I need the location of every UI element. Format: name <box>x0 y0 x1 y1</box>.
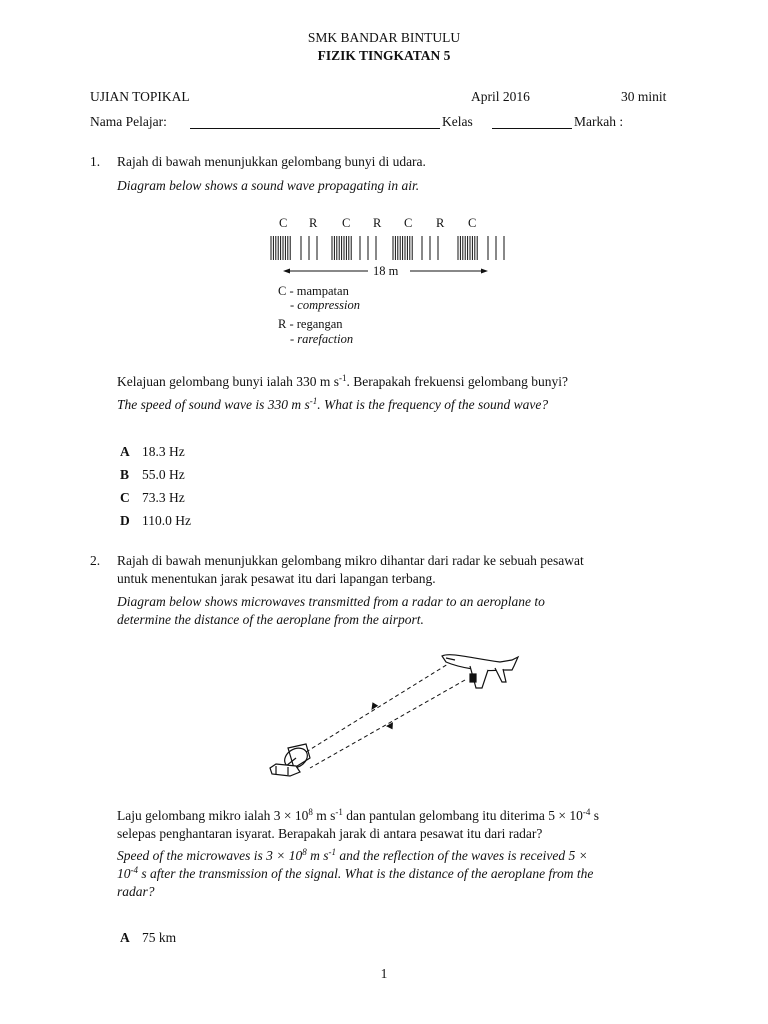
outgoing-beam <box>306 664 448 752</box>
q1-text-en: Diagram below shows a sound wave propagating in air. <box>117 178 420 193</box>
cr-label-compression: C <box>404 216 413 230</box>
q2-question-en-2: $10^{-4}$ s after the transmission of the signal. What is the distance of the aeroplane from the <box>117 865 594 881</box>
q1-option-d[interactable]: D 110.0 Hz <box>120 513 191 528</box>
legend-rarefaction-en: - rarefaction <box>290 332 354 346</box>
cr-label-compression: C <box>279 216 288 230</box>
q2-text-ms-1: Rajah di bawah menunjukkan gelombang mikro dihantar dari radar ke sebuah pesawat <box>117 553 584 568</box>
distance-label: 18 m <box>373 264 399 278</box>
cr-label-rarefaction: R <box>436 216 445 230</box>
page-number: 1 <box>380 966 388 981</box>
legend-compression-ms: C - mampatan <box>278 284 349 298</box>
q1-question-ms: Kelajuan gelombang bunyi ialah 330 m $s^{-1}$. Berapakah frekuensi gelombang bunyi? <box>117 373 569 389</box>
name-label: Nama Pelajar: <box>90 114 167 129</box>
q2-question-ms-1: Laju gelombang mikro ialah $3 \times 10^8$ m $s^{-1}$ dan pantulan gelombang itu diterima $5 \times 10^{-4}$ s <box>117 807 600 823</box>
reflected-beam <box>310 680 465 768</box>
test-duration: 30 minit <box>621 89 667 104</box>
class-label: Kelas <box>442 114 473 129</box>
marks-label: Markah : <box>574 114 624 129</box>
q1-question-en: The speed of sound wave is 330 m $s^{-1}$. What is the frequency of the sound wave? <box>117 396 549 412</box>
test-date: April 2016 <box>471 89 530 104</box>
q2-question-en-3: radar? <box>117 884 155 899</box>
legend-rarefaction-ms: R - regangan <box>278 317 343 331</box>
q2-text-en-2: determine the distance of the aeroplane from the airport. <box>117 612 424 627</box>
q2-text-en-1: Diagram below shows microwaves transmitted from a radar to an aeroplane to <box>117 594 545 609</box>
q1-text-ms: Rajah di bawah menunjukkan gelombang bunyi di udara. <box>117 154 426 169</box>
school-name: SMK BANDAR BINTULU <box>307 30 461 45</box>
radar-dish-icon <box>270 744 311 776</box>
legend-compression-en: - compression <box>290 298 361 312</box>
aeroplane-icon <box>442 655 518 688</box>
cr-label-compression: C <box>468 216 477 230</box>
test-title: UJIAN TOPIKAL <box>90 89 190 104</box>
subject-title: FIZIK TINGKATAN 5 <box>317 48 451 63</box>
cr-label-compression: C <box>342 216 351 230</box>
q2-question-en-1: Speed of the microwaves is $3 \times 10^8$ m $s^{-1}$ and the reflection of the waves is received 5 × <box>117 847 588 863</box>
radar-aeroplane-diagram <box>0 640 768 800</box>
q2-question-ms-2: selepas penghantaran isyarat. Berapakah jarak di antara pesawat itu dari radar? <box>117 826 543 841</box>
cr-label-rarefaction: R <box>309 216 318 230</box>
cr-label-rarefaction: R <box>373 216 382 230</box>
q1-option-a[interactable]: A 18.3 Hz <box>120 444 185 459</box>
class-field-line[interactable] <box>492 128 572 129</box>
q2-option-a[interactable]: A 75 km <box>120 930 177 945</box>
q2-text-ms-2: untuk menentukan jarak pesawat itu dari lapangan terbang. <box>117 571 436 586</box>
q1-number: 1. <box>90 154 101 169</box>
q2-number: 2. <box>90 553 101 568</box>
q1-option-b[interactable]: B 55.0 Hz <box>120 467 185 482</box>
name-field-line[interactable] <box>190 128 440 129</box>
q1-option-c[interactable]: C 73.3 Hz <box>120 490 185 505</box>
